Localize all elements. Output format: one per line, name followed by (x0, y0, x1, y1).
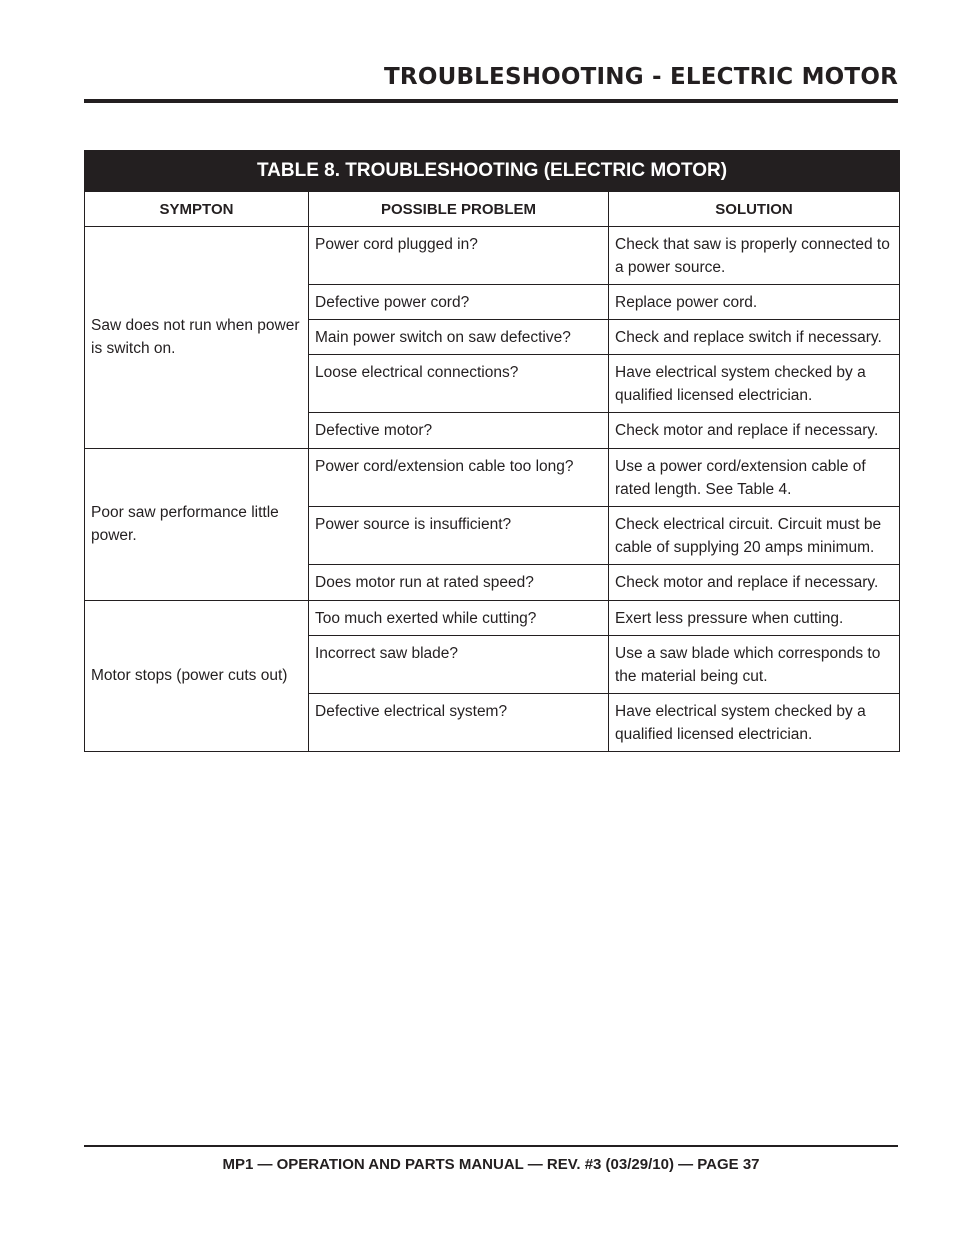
solution-cell: Have electrical system checked by a qualified licensed electrician. (609, 694, 900, 752)
solution-cell: Use a power cord/extension cable of rated length. See Table 4. (609, 449, 900, 507)
header-divider (84, 99, 898, 103)
solution-cell: Exert less pressure when cutting. (609, 601, 900, 636)
table-row (85, 449, 900, 507)
solution-cell: Check motor and replace if necessary. (609, 413, 900, 449)
problem-cell: Power source is insufficient? (309, 507, 609, 565)
problem-cell: Too much exerted while cutting? (309, 601, 609, 636)
problem-cell: Power cord/extension cable too long? (309, 449, 609, 507)
problem-cell: Main power switch on saw defective? (309, 320, 609, 355)
column-header-solution: SOLUTION (609, 192, 900, 227)
symptom-cell: Motor stops (power cuts out) (85, 601, 309, 752)
problem-cell: Does motor run at rated speed? (309, 565, 609, 601)
troubleshooting-table (84, 150, 900, 752)
problem-cell: Incorrect saw blade? (309, 636, 609, 694)
table-row (85, 601, 900, 636)
page-title: TROUBLESHOOTING - ELECTRIC MOTOR (384, 64, 898, 90)
page-footer: MP1 — OPERATION AND PARTS MANUAL — REV. #3 (03/29/10) — PAGE 37 (222, 1156, 760, 1173)
solution-cell: Have electrical system checked by a qualified licensed electrician. (609, 355, 900, 413)
symptom-cell: Saw does not run when power is switch on. (85, 227, 309, 449)
table-title: TABLE 8. TROUBLESHOOTING (ELECTRIC MOTOR) (85, 151, 900, 192)
footer-divider (84, 1145, 898, 1147)
solution-cell: Use a saw blade which corresponds to the material being cut. (609, 636, 900, 694)
column-header-problem: POSSIBLE PROBLEM (309, 192, 609, 227)
problem-cell: Power cord plugged in? (309, 227, 609, 285)
column-header-symptom: SYMPTON (85, 192, 309, 227)
problem-cell: Loose electrical connections? (309, 355, 609, 413)
table-row (85, 227, 900, 285)
solution-cell: Check that saw is properly connected to a power source. (609, 227, 900, 285)
solution-cell: Replace power cord. (609, 285, 900, 320)
solution-cell: Check motor and replace if necessary. (609, 565, 900, 601)
symptom-cell: Poor saw performance little power. (85, 449, 309, 601)
problem-cell: Defective electrical system? (309, 694, 609, 752)
problem-cell: Defective motor? (309, 413, 609, 449)
solution-cell: Check and replace switch if necessary. (609, 320, 900, 355)
solution-cell: Check electrical circuit. Circuit must be cable of supplying 20 amps minimum. (609, 507, 900, 565)
problem-cell: Defective power cord? (309, 285, 609, 320)
